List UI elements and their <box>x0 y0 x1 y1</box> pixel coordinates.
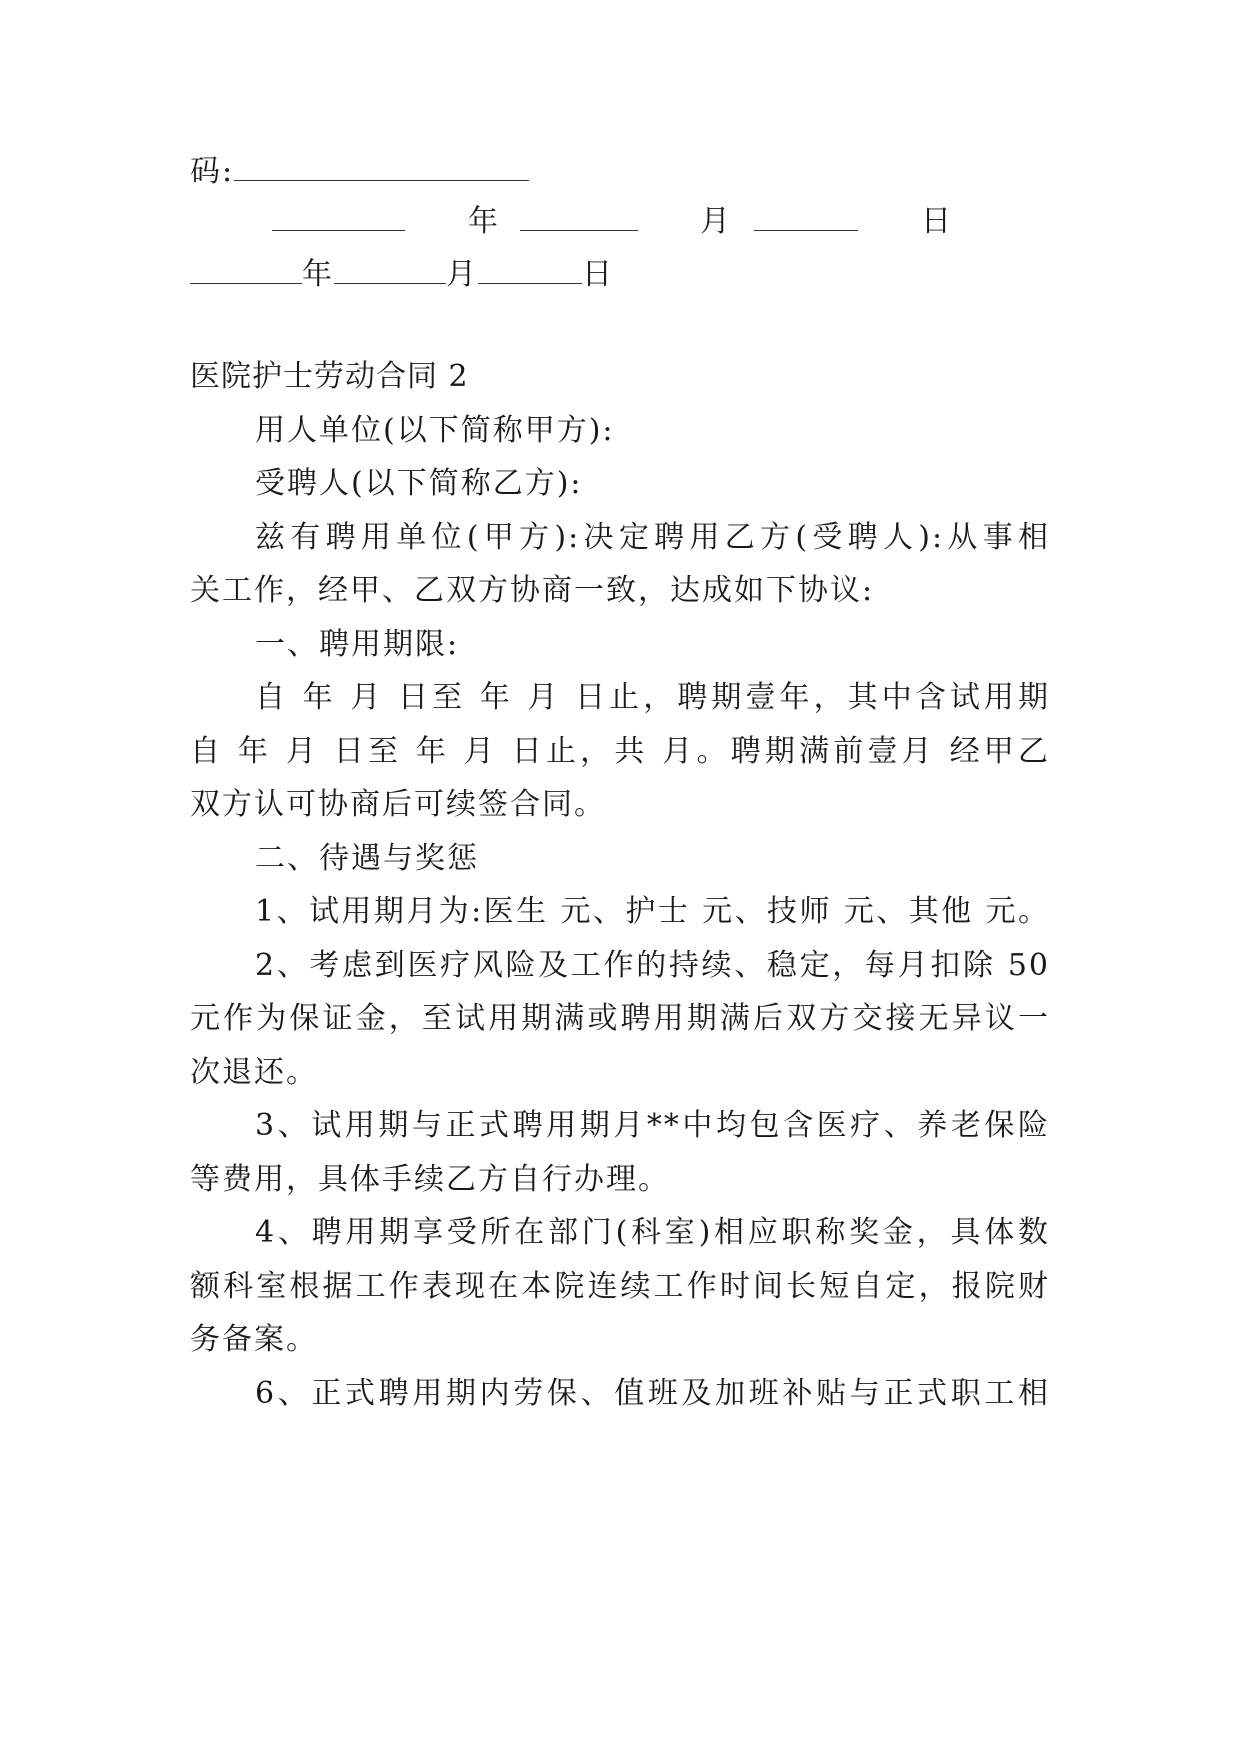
paragraph-line: 4、聘用期享受所在部门(科室)相应职称奖金，具体数 <box>255 1215 1050 1250</box>
month-blank <box>520 200 638 231</box>
party-a-line: 用人单位(以下简称甲方): <box>255 413 615 448</box>
year-blank <box>190 253 302 284</box>
month-label: 月 <box>700 204 732 239</box>
day-blank <box>754 200 858 231</box>
day-blank <box>478 253 582 284</box>
code-line <box>190 150 1050 192</box>
section-heading: 一、聘用期限: <box>255 627 460 662</box>
paragraph-line: 自 年 月 日至 年 月 日止，共 月。聘期满前壹月 经甲乙 <box>190 734 1050 769</box>
month-blank <box>334 253 446 284</box>
paragraph-line: 1、试用期月为:医生 元、护士 元、技师 元、其他 元。 <box>255 894 1050 929</box>
paragraph-line: 兹有聘用单位(甲方):决定聘用乙方(受聘人):从事相 <box>255 520 1050 555</box>
paragraph-line: 额科室根据工作表现在本院连续工作时间长短自定，报院财 <box>190 1269 1050 1304</box>
document-title: 医院护士劳动合同 2 <box>190 359 469 394</box>
day-label: 日 <box>921 204 953 239</box>
year-label: 年 <box>302 257 334 292</box>
paragraph-line: 双方认可协商后可续签合同。 <box>190 787 606 822</box>
paragraph-line: 务备案。 <box>190 1322 318 1357</box>
paragraph-line: 3、试用期与正式聘用期月**中均包含医疗、养老保险 <box>255 1108 1050 1143</box>
code-blank <box>234 150 529 181</box>
paragraph-line: 关工作，经甲、乙双方协商一致，达成如下协议: <box>190 573 875 608</box>
paragraph-line: 等费用，具体手续乙方自行办理。 <box>190 1162 670 1197</box>
section-heading: 二、待遇与奖惩 <box>255 841 479 876</box>
day-label: 日 <box>582 257 614 292</box>
paragraph-line: 自 年 月 日至 年 月 日止，聘期壹年，其中含试用期 <box>255 680 1050 715</box>
year-label: 年 <box>468 204 500 239</box>
party-b-line: 受聘人(以下简称乙方): <box>255 466 583 501</box>
paragraph-line: 次退还。 <box>190 1055 318 1090</box>
paragraph-line: 元作为保证金，至试用期满或聘用期满后双方交接无异议一 <box>190 1001 1050 1036</box>
month-label: 月 <box>446 257 478 292</box>
date-row-1 <box>190 200 1050 242</box>
paragraph-line: 2、考虑到医疗风险及工作的持续、稳定，每月扣除 50 <box>255 948 1050 983</box>
code-label: 码: <box>190 154 235 189</box>
year-blank <box>272 200 405 231</box>
date-row-2 <box>190 253 1050 295</box>
paragraph-line: 6、正式聘用期内劳保、值班及加班补贴与正式职工相 <box>255 1376 1050 1411</box>
